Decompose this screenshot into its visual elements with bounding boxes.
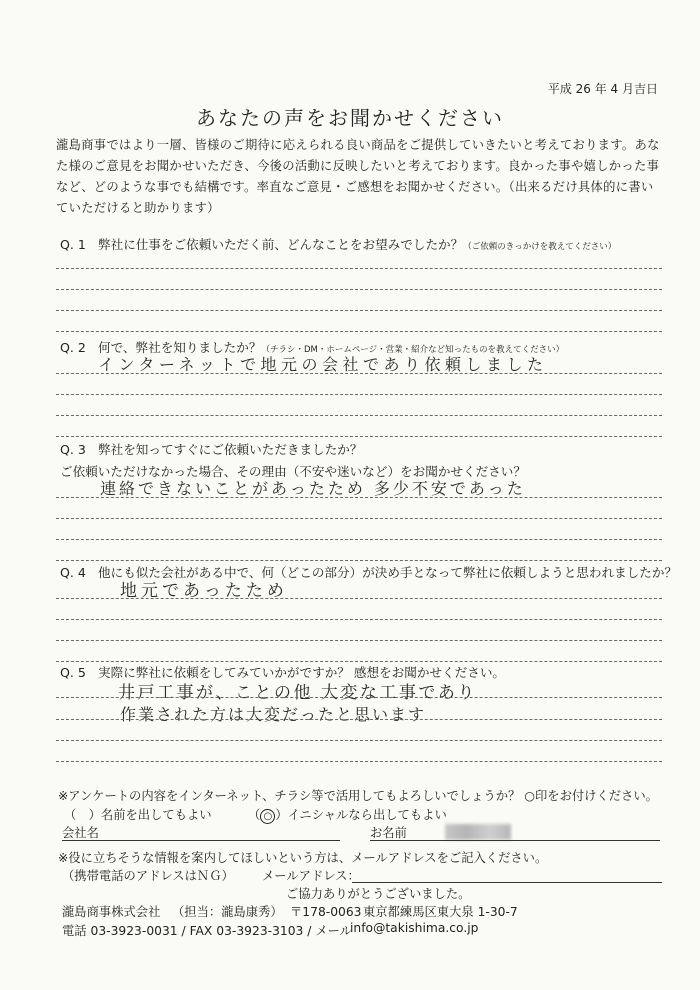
answer-line <box>56 740 662 741</box>
company-field[interactable] <box>62 840 340 841</box>
question-text: 弊社を知ってすぐにご依頼いただきましたか？ <box>98 442 363 457</box>
handwritten-answer-2: インターネットで地元の会社であり依頼しました <box>98 355 548 374</box>
question-note: （ご依頼のきっかけを教えてください） <box>463 242 617 252</box>
answer-line <box>56 697 662 698</box>
question-number: Q. 2 <box>60 340 86 355</box>
answer-line <box>56 560 662 561</box>
question-number: Q. 3 <box>60 442 86 457</box>
consent-question: ※アンケートの内容をインターネット、チラシ等で活用してもよろしいでしょうか？ ○印をお付けください。 <box>58 789 658 803</box>
footer-postal: 〒178-0063 <box>290 905 362 919</box>
answer-line <box>56 289 662 290</box>
question-note: （チラシ・DM・ホームページ・営業・紹介など知ったものを教えてください） <box>261 345 565 355</box>
consent-option-initial[interactable]: （ ○ ）イニシャルなら出してもよい <box>248 808 447 822</box>
footer-email[interactable]: info@takishima.co.jp <box>350 921 479 935</box>
answer-line <box>56 539 662 540</box>
answer-line <box>56 415 662 416</box>
answer-line <box>56 761 662 762</box>
intro-paragraph: 瀧島商事ではより一層、皆様のご期待に応えられる良い商品をご提供していきたいと考えております。あなた様のご意見をお聞かせいただき、今後の活動に反映したいと考えております。良かった事や嬉しかった事など、どのような事でも結構です。率直なご意見・ご感想をお聞かせください。（出来るだけ具体的に書いていただけると助かります） <box>56 138 660 215</box>
company-label: 会社名 <box>62 826 99 840</box>
answer-line <box>56 331 662 332</box>
handwritten-answer-4: 地元であったため <box>120 581 288 601</box>
email-field[interactable] <box>352 882 662 883</box>
name-label: お名前 <box>370 826 407 840</box>
mobile-note: （携帯電話のアドレスはＮＧ） <box>62 869 234 883</box>
question-text: 弊社に仕事をご依頼いただく前、どんなことをお望みでしたか？ <box>98 237 464 252</box>
answer-line <box>56 310 662 311</box>
consent-option-name[interactable]: （ ）名前を出してもよい <box>64 808 212 822</box>
consent-option-initial-label: イニシャルなら出してもよい <box>287 808 447 822</box>
answer-line <box>56 373 662 374</box>
answer-line <box>56 497 662 498</box>
question-number: Q. 4 <box>60 565 86 580</box>
question-3-sub: ご依頼いただけなかった場合、その理由（不安や迷いなど）をお聞かせください？ <box>60 464 526 479</box>
question-text: 他にも似た会社がある中で、何（どこの部分）が決め手となって弊社に依頼しようと思われましたか？ <box>98 565 678 580</box>
question-text: 何で、弊社を知りましたか？ <box>98 340 262 355</box>
question-1 <box>60 234 616 253</box>
question-number: Q. 1 <box>60 237 86 252</box>
answer-line <box>56 640 662 641</box>
question-text: 実際に弊社に依頼をしてみていかがですか？ 感想をお聞かせください。 <box>98 665 506 680</box>
answer-line <box>56 619 662 620</box>
handwritten-answer-3: 連絡できないことがあったため 多少不安であった <box>100 479 526 498</box>
answer-line <box>56 598 662 599</box>
question-3 <box>60 439 362 458</box>
question-number: Q. 5 <box>60 665 86 680</box>
answer-line <box>56 436 662 437</box>
email-note: ※役に立ちそうな情報を案内してほしいという方は、メールアドレスをご記入ください。 <box>58 851 548 865</box>
answer-line <box>56 394 662 395</box>
page-title: あなたの声をお聞かせください <box>196 106 504 130</box>
consent-option-name-label: 名前を出してもよい <box>100 808 212 822</box>
footer-phone: 電話 03-3923-0031 / FAX 03-3923-3103 / メール <box>62 924 352 938</box>
redacted-name <box>445 824 511 840</box>
handwritten-answer-5-line2: 作業された方は大変だったと思います <box>120 705 427 724</box>
circle-mark: ○ <box>260 809 275 824</box>
email-label: メールアドレス： <box>262 869 360 883</box>
answer-line <box>56 268 662 269</box>
footer-address: 東京都練馬区東大泉 1-30-7 <box>363 905 518 919</box>
answer-line <box>56 518 662 519</box>
issue-date: 平成 26 年 4 月吉日 <box>547 82 658 96</box>
footer-contact: （担当：瀧島康秀） <box>172 905 283 919</box>
name-field[interactable] <box>370 840 660 841</box>
footer-company: 瀧島商事株式会社 <box>62 905 161 919</box>
thanks-message: ご協力ありがとうございました。 <box>286 887 471 901</box>
answer-line <box>56 719 662 720</box>
handwritten-answer-5-line1: 井戸工事が、ことの他 大変な工事であり <box>118 683 477 703</box>
